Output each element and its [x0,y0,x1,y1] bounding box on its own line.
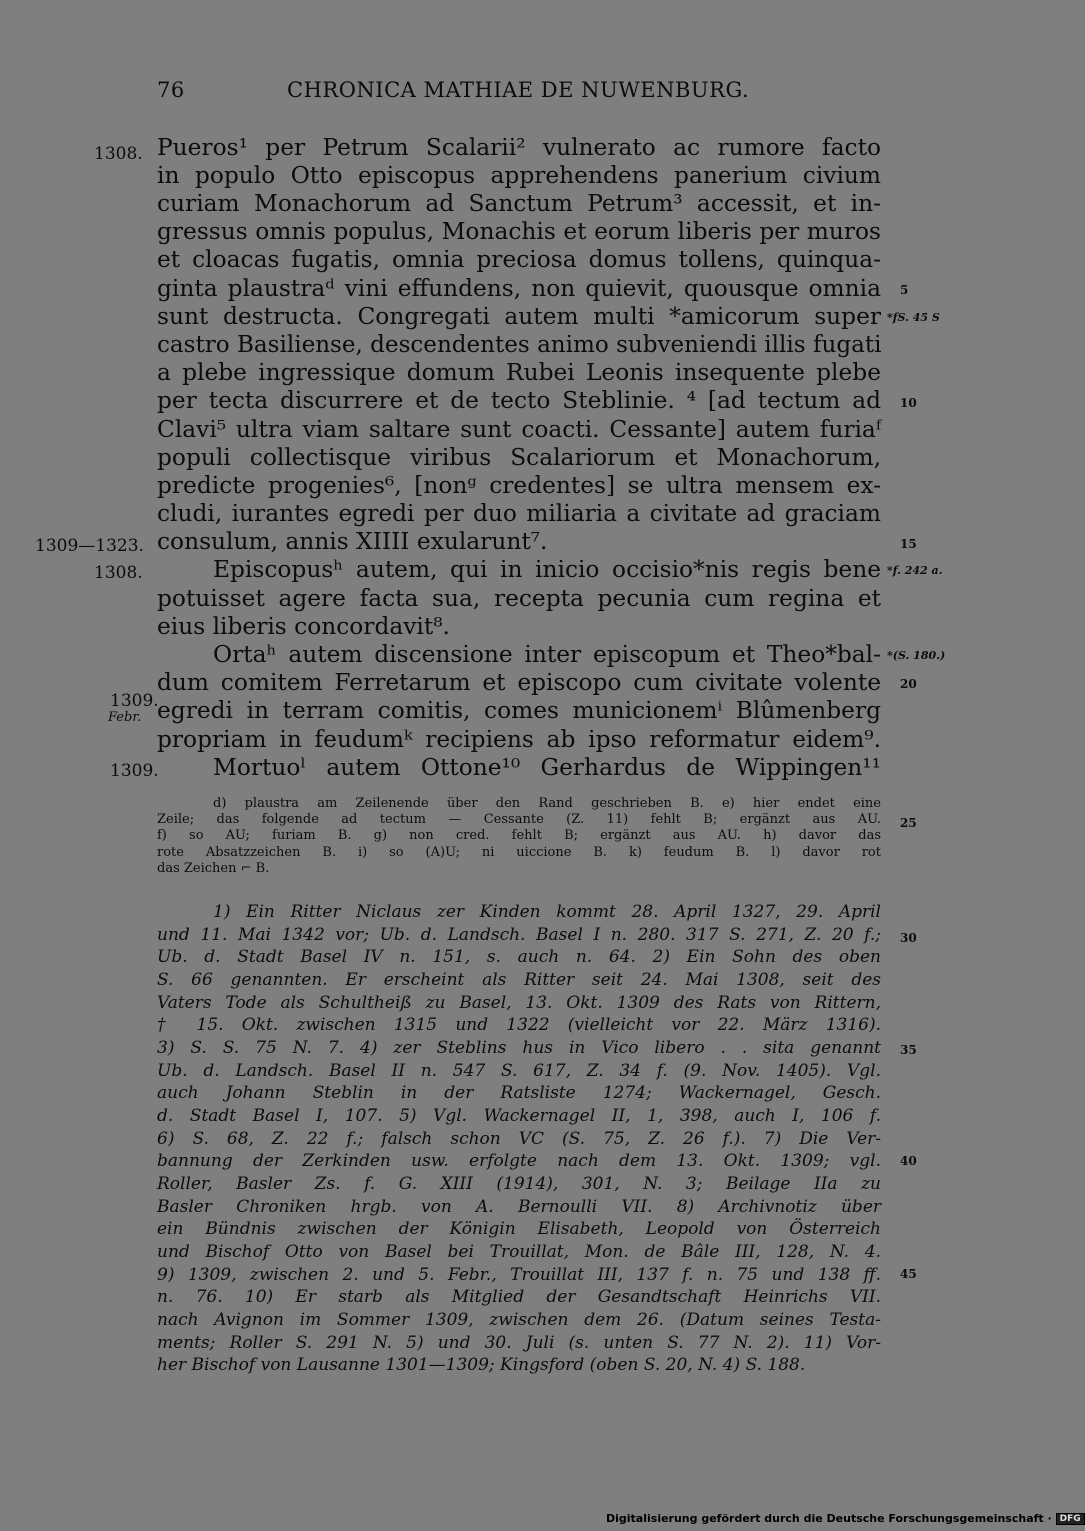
note-line: das Zeichen ⌐ B. [157,861,270,876]
note-line: d) plaustra am Zeilenende über den Rand geschrieben B. e) hier endet eine [213,796,881,811]
note-line: Zeile; das folgende ad tectum — Cessante (Z. 11) fehlt B; ergänzt aus AU. [157,812,881,827]
margin-reference: *f. 242 a. [887,564,943,577]
text-line: Episcopusʰ autem, qui in inicio occisio*nis regis bene [213,556,881,583]
margin-year: 1308. [94,563,143,583]
footnote-line: nach Avignon im Sommer 1309, zwischen dem 26. (Datum seines Testa- [157,1310,881,1330]
margin-month: Febr. [108,710,142,725]
digitization-footer [606,1512,1085,1525]
text-line: predicte progenies⁶, [nonᵍ credentes] se ultra mensem ex- [157,472,881,499]
line-number: 35 [900,1043,917,1057]
text-line: Pueros¹ per Petrum Scalarii² vulnerato ac rumore facto [157,134,881,161]
text-line: potuisset agere facta sua, recepta pecunia cum regina et [157,585,881,612]
footnote-line: d. Stadt Basel I, 107. 5) Vgl. Wackernagel II, 1, 398, auch I, 106 f. [157,1106,881,1126]
text-line: cludi, iurantes egredi per duo miliaria a civitate ad graciam [157,500,881,527]
footnote-line: her Bischof von Lausanne 1301—1309; Kingsford (oben S. 20, N. 4) S. 188. [157,1355,806,1375]
text-line: gressus omnis populus, Monachis et eorum liberis per muros [157,218,881,245]
footnote-line: Basler Chroniken hrgb. von A. Bernoulli VII. 8) Archivnotiz über [157,1197,881,1217]
text-line: propriam in feudumᵏ recipiens ab ipso reformatur eidem⁹. [157,726,881,753]
line-number: 40 [900,1154,917,1168]
text-line: Mortuoˡ autem Ottone¹⁰ Gerhardus de Wippingen¹¹ [213,754,881,781]
text-line: populi collectisque viribus Scalariorum et Monachorum, [157,444,881,471]
text-line: per tecta discurrere et de tecto Steblinie. ⁴ [ad tectum ad [157,387,881,414]
line-number: 15 [900,537,917,551]
text-line: curiam Monachorum ad Sanctum Petrum³ accessit, et in- [157,190,881,217]
text-line: castro Basiliense, descendentes animo subveniendi illis fugati [157,332,882,358]
text-line: Ortaʰ autem discensione inter episcopum et Theo*bal- [213,641,881,668]
footnote-line: 1) Ein Ritter Niclaus zer Kinden kommt 28. April 1327, 29. April [213,902,881,922]
note-line: rote Absatzzeichen B. i) so (A)U; ni uiccione B. k) feudum B. l) davor rot [157,845,881,860]
footnote-line: 6) S. 68, Z. 22 f.; falsch schon VC (S. 75, Z. 26 f.). 7) Die Ver- [157,1129,881,1149]
footnote-line: ments; Roller S. 291 N. 5) und 30. Juli (s. unten S. 77 N. 2). 11) Vor- [157,1333,881,1353]
footnote-line: Vaters Tode als Schultheiß zu Basel, 13. Okt. 1309 des Rats von Rittern, [157,993,881,1013]
footnote-line: n. 76. 10) Er starb als Mitglied der Gesandtschaft Heinrichs VII. [157,1287,881,1307]
footnote-line: Ub. d. Stadt Basel IV n. 151, s. auch n. 64. 2) Ein Sohn des oben [157,947,881,967]
footer-text: Digitalisierung gefördert durch die Deutsche Forschungsgemeinschaft · [606,1512,1052,1525]
footnote-line: † 15. Okt. zwischen 1315 und 1322 (vielleicht vor 22. März 1316). [157,1015,881,1035]
footnote-line: auch Johann Steblin in der Ratsliste 1274; Wackernagel, Gesch. [157,1083,881,1103]
text-line: in populo Otto episcopus apprehendens panerium civium [157,162,881,189]
footnote-line: und 11. Mai 1342 vor; Ub. d. Landsch. Basel I n. 280. 317 S. 271, Z. 20 f.; [157,925,881,945]
margin-year: 1309. [110,691,159,711]
footnote-line: S. 66 genannten. Er erscheint als Ritter seit 24. Mai 1308, seit des [157,970,881,990]
margin-reference: *fS. 45 S [887,311,940,324]
text-line: dum comitem Ferretarum et episcopo cum civitate volente [157,669,881,696]
line-number: 45 [900,1267,917,1281]
note-line: f) so AU; furiam B. g) non cred. fehlt B; ergänzt aus AU. h) davor das [157,828,881,843]
line-number: 10 [900,396,917,410]
line-number: 25 [900,816,917,830]
text-line: consulum, annis XIIII exularunt⁷. [157,528,548,555]
running-title: CHRONICA MATHIAE DE NUWENBURG. [287,78,750,102]
dfg-logo: DFG [1056,1513,1085,1525]
footnote-line: bannung der Zerkinden usw. erfolgte nach dem 13. Okt. 1309; vgl. [157,1151,881,1171]
text-line: Clavi⁵ ultra viam saltare sunt coacti. Cessante] autem furiaᶠ [157,416,881,443]
footnote-line: Ub. d. Landsch. Basel II n. 547 S. 617, Z. 34 f. (9. Nov. 1405). Vgl. [157,1061,881,1081]
margin-year: 1308. [94,144,143,164]
text-line: egredi in terram comitis, comes municionemⁱ Blûmenberg [157,697,881,724]
line-number: 20 [900,677,917,691]
text-line: eius liberis concordavit⁸. [157,613,450,640]
line-number: 5 [900,283,909,297]
footnote-line: und Bischof Otto von Basel bei Trouillat, Mon. de Bâle III, 128, N. 4. [157,1242,881,1262]
text-line: a plebe ingressique domum Rubei Leonis insequente plebe [157,359,881,386]
line-number: 30 [900,931,917,945]
margin-year: 1309. [110,761,159,781]
text-line: sunt destructa. Congregati autem multi *amicorum super [157,303,881,330]
footnote-line: 9) 1309, zwischen 2. und 5. Febr., Trouillat III, 137 f. n. 75 und 138 ff. [157,1265,881,1285]
footnote-line: ein Bündnis zwischen der Königin Elisabeth, Leopold von Österreich [157,1219,881,1239]
margin-reference: *(S. 180.) [887,649,946,662]
footnote-line: Roller, Basler Zs. f. G. XIII (1914), 301, N. 3; Beilage IIa zu [157,1174,881,1194]
text-line: ginta plaustraᵈ vini effundens, non quievit, quousque omnia [157,275,881,302]
margin-year: 1309—1323. [35,536,144,556]
page-number: 76 [157,78,185,102]
text-line: et cloacas fugatis, omnia preciosa domus tollens, quinqua- [157,246,881,273]
footnote-line: 3) S. S. 75 N. 7. 4) zer Steblins hus in Vico libero . . sita genannt [157,1038,881,1058]
